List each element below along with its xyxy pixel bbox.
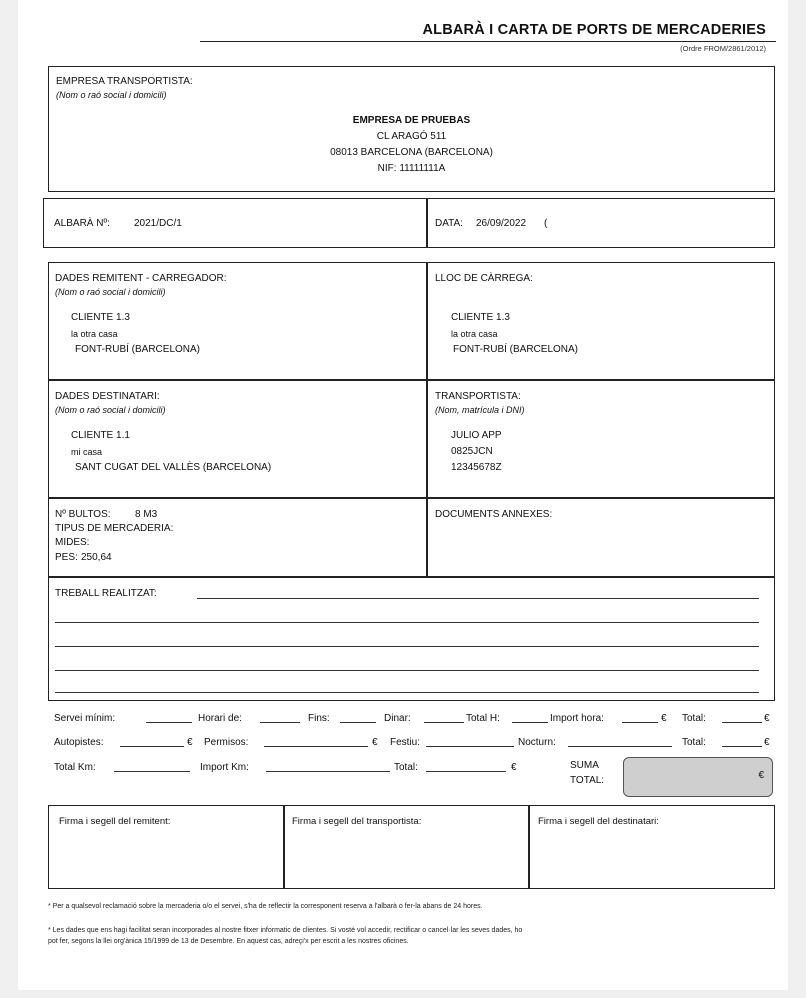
dinar-label: Dinar: (384, 713, 411, 724)
sender-label: DADES REMITENT - CARREGADOR: (55, 273, 227, 284)
import-hora-field[interactable] (622, 722, 658, 723)
documents-box (427, 498, 775, 577)
horari-de-label: Horari de: (198, 713, 242, 724)
delivery-note-page (18, 0, 788, 990)
transporter-plate: 0825JCN (451, 446, 493, 457)
permisos-label: Permisos: (204, 737, 249, 748)
transporter-label: TRANSPORTISTA: (435, 391, 521, 402)
delivery-date-suffix: ( (544, 218, 548, 229)
servei-minim-field[interactable] (146, 722, 192, 723)
carrier-company-name: EMPRESA DE PRUEBAS (352, 115, 471, 126)
work-line-2 (55, 622, 759, 623)
row3-total-label: Total: (394, 762, 418, 773)
nocturn-label: Nocturn: (518, 737, 556, 748)
goods-weight-label: PES: (55, 552, 78, 563)
work-line-5 (55, 692, 759, 693)
sender-box (48, 262, 427, 380)
recipient-city: SANT CUGAT DEL VALLÈS (BARCELONA) (75, 462, 272, 473)
order-reference: (Ordre FROM/2861/2012) (680, 44, 766, 53)
goods-type-label: TIPUS DE MERCADERIA: (55, 523, 174, 534)
goods-box (48, 498, 427, 577)
carrier-company-hint: (Nom o raó social i domicili) (56, 90, 167, 100)
sender-signature-box (48, 805, 284, 889)
autopistes-label: Autopistes: (54, 737, 104, 748)
documents-label: DOCUMENTS ANNEXES: (435, 509, 553, 520)
recipient-box (48, 380, 427, 498)
row3-total-field[interactable] (426, 771, 506, 772)
loading-place-city: FONT-RUBÍ (BARCELONA) (453, 344, 579, 355)
work-line-3 (55, 646, 759, 647)
recipient-hint: (Nom o raó social i domicili) (55, 405, 166, 415)
row1-total-field[interactable] (722, 722, 762, 723)
import-hora-currency: € (661, 713, 667, 724)
row1-total-currency: € (764, 713, 770, 724)
carrier-company-label: EMPRESA TRANSPORTISTA: (56, 76, 193, 87)
bultos-value: 8 M3 (135, 509, 158, 520)
transporter-hint: (Nom, matrícula i DNI) (435, 405, 525, 415)
sender-address: la otra casa (71, 329, 118, 339)
work-done-label: TREBALL REALITZAT: (55, 588, 157, 599)
goods-sizes-label: MIDES: (55, 537, 90, 548)
sender-name: CLIENTE 1.3 (71, 312, 130, 323)
suma-total-label-2: TOTAL: (570, 775, 605, 786)
permisos-field[interactable] (264, 746, 368, 747)
work-line-1 (197, 598, 759, 599)
carrier-signature-box (284, 805, 529, 889)
recipient-signature-label: Firma i segell del destinatari: (538, 816, 659, 827)
footnote-privacy-2: pot fer, segons la llei org'ànica 15/1999 de 13 de Desembre. En aquest cas, adreçi'x per escrit a les nostres oficines. (48, 938, 409, 945)
document-title: ALBARÀ I CARTA DE PORTS DE MERCADERIES (422, 22, 766, 38)
carrier-company-city: 08013 BARCELONA (BARCELONA) (330, 147, 493, 158)
horari-de-field[interactable] (260, 722, 300, 723)
row2-total-label: Total: (682, 737, 706, 748)
transporter-name: JULIO APP (451, 430, 502, 441)
row2-total-field[interactable] (722, 746, 762, 747)
delivery-number-label: ALBARÀ Nº: (54, 218, 110, 229)
autopistes-currency: € (187, 737, 193, 748)
row2-total-currency: € (764, 737, 770, 748)
delivery-date-value: 26/09/2022 (476, 218, 527, 229)
autopistes-field[interactable] (120, 746, 184, 747)
suma-total-currency: € (758, 770, 764, 781)
carrier-company-nif: NIF: 11111111A (377, 163, 446, 174)
loading-place-name: CLIENTE 1.3 (451, 312, 510, 323)
footnote-complaints: * Per a qualsevol reclamació sobre la mercaderia o/o el servei, s'ha de reflectir la corresponent reserva a l'albarà o fer-la abans de 24 hores. (48, 903, 483, 910)
sender-hint: (Nom o raó social i domicili) (55, 287, 166, 297)
recipient-name: CLIENTE 1.1 (71, 430, 130, 441)
bultos-label: Nº BULTOS: (55, 509, 111, 520)
suma-total-field[interactable] (623, 757, 773, 797)
row1-total-label: Total: (682, 713, 706, 724)
dinar-field[interactable] (424, 722, 464, 723)
loading-place-box (427, 262, 775, 380)
total-km-field[interactable] (114, 771, 190, 772)
carrier-company-box (48, 66, 775, 192)
suma-total-label-1: SUMA (570, 760, 599, 771)
carrier-signature-label: Firma i segell del transportista: (292, 816, 422, 827)
fins-field[interactable] (340, 722, 376, 723)
permisos-currency: € (372, 737, 378, 748)
delivery-number-value: 2021/DC/1 (134, 218, 182, 229)
festiu-label: Festiu: (390, 737, 421, 748)
row3-total-currency: € (511, 762, 517, 773)
transporter-box (427, 380, 775, 498)
delivery-date-label: DATA: (435, 218, 463, 229)
carrier-company-address: CL ARAGÓ 511 (376, 131, 447, 142)
goods-weight-value: 250,64 (81, 552, 112, 563)
import-km-label: Import Km: (200, 762, 249, 773)
recipient-signature-box (529, 805, 775, 889)
delivery-date-box (427, 198, 775, 248)
sender-city: FONT-RUBÍ (BARCELONA) (75, 344, 201, 355)
title-underline (200, 41, 776, 42)
work-done-box (48, 577, 775, 701)
recipient-label: DADES DESTINATARI: (55, 391, 160, 402)
total-h-field[interactable] (512, 722, 548, 723)
servei-minim-label: Servei mínim: (54, 713, 116, 724)
import-hora-label: Import hora: (550, 713, 604, 724)
nocturn-field[interactable] (568, 746, 672, 747)
delivery-number-box (43, 198, 427, 248)
total-h-label: Total H: (466, 713, 500, 724)
loading-place-label: LLOC DE CÀRREGA: (435, 273, 533, 284)
sender-signature-label: Firma i segell del remitent: (59, 816, 171, 827)
footnote-privacy-1: * Les dades que ens hagi facilitat seran incorporades al nostre fitxer informatic de clientes. Si vosté vol accedir, rectificar o cancel·lar les seves dades, ho (48, 927, 523, 934)
festiu-field[interactable] (426, 746, 514, 747)
fins-label: Fins: (308, 713, 330, 724)
loading-place-address: la otra casa (451, 329, 498, 339)
recipient-address: mi casa (71, 447, 103, 457)
total-km-label: Total Km: (54, 762, 96, 773)
import-km-field[interactable] (266, 771, 390, 772)
work-line-4 (55, 670, 759, 671)
transporter-dni: 12345678Z (451, 462, 502, 473)
